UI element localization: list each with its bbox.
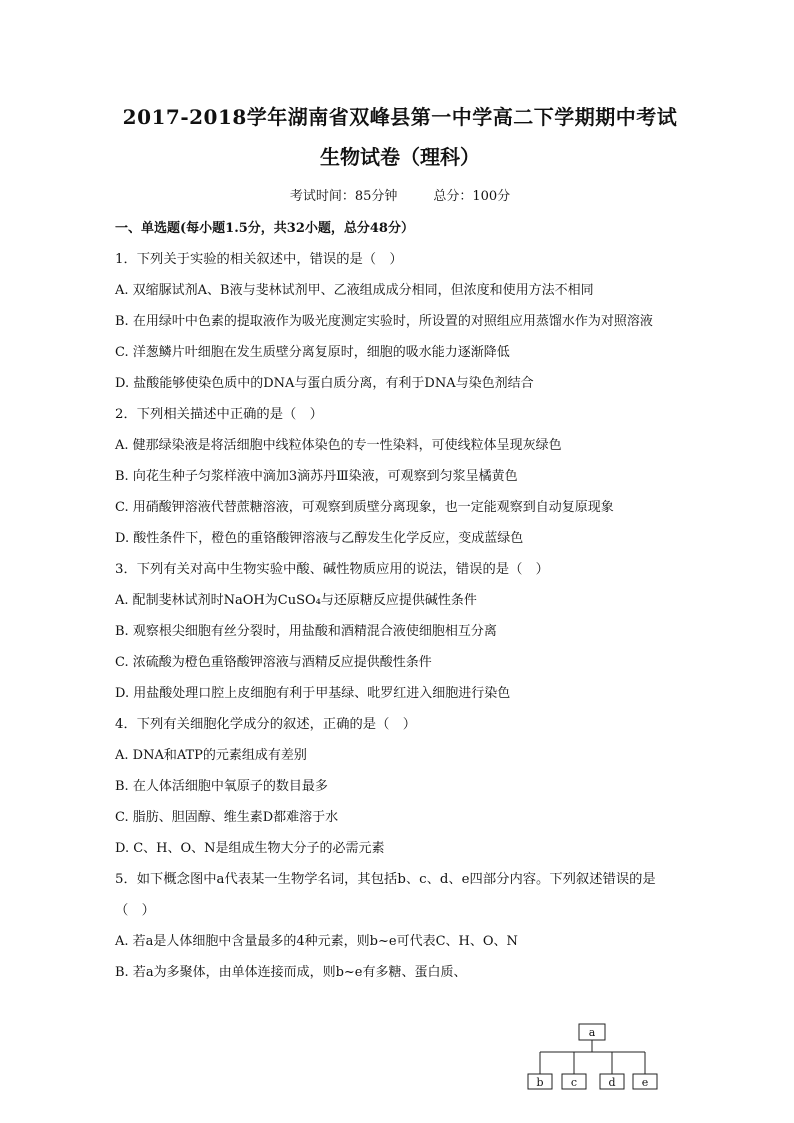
question-stem: 4．下列有关细胞化学成分的叙述，正确的是（ ） [115, 717, 416, 732]
option-d: D. 盐酸能够使染色质中的DNA与蛋白质分离，有利于DNA与染色剂结合 [115, 376, 534, 391]
total-score: 总分：100分 [433, 189, 511, 204]
option-b: B. 向花生种子匀浆样液中滴加3滴苏丹Ⅲ染液，可观察到匀浆呈橘黄色 [115, 469, 518, 484]
section-header: 一、单选题(每小题1.5分，共32小题，总分48分） [115, 221, 414, 236]
option-c: C. 浓硫酸为橙色重铬酸钾溶液与酒精反应提供酸性条件 [115, 655, 432, 670]
option-b: B. 若a为多聚体，由单体连接而成，则b~e有多糖、蛋白质、 [115, 965, 467, 980]
question-stem: 2．下列相关描述中正确的是（ ） [115, 407, 323, 422]
diagram-label-e: e [641, 1076, 649, 1089]
option-a: A. 若a是人体细胞中含量最多的4种元素，则b~e可代表C、H、O、N [115, 934, 518, 949]
diagram-label-c: c [570, 1076, 578, 1089]
option-c: C. 洋葱鳞片叶细胞在发生质壁分离复原时，细胞的吸水能力逐渐降低 [115, 345, 510, 360]
question-stem: 1．下列关于实验的相关叙述中，错误的是（ ） [115, 252, 403, 267]
option-b: B. 在用绿叶中色素的提取液作为吸光度测定实验时，所设置的对照组应用蒸馏水作为对照溶液 [115, 314, 653, 329]
option-b: B. 在人体活细胞中氧原子的数目最多 [115, 779, 328, 794]
option-d: D. C、H、O、N是组成生物大分子的必需元素 [115, 841, 385, 856]
option-c: C. 用硝酸钾溶液代替蔗糖溶液，可观察到质壁分离现象，也一定能观察到自动复原现象 [115, 500, 614, 515]
question-stem: 5．如下概念图中a代表某一生物学名词，其包括b、c、d、e四部分内容。下列叙述错误的是（ ） [115, 872, 656, 918]
exam-time: 考试时间：85分钟 [289, 189, 398, 204]
option-d: D. 用盐酸处理口腔上皮细胞有利于甲基绿、吡罗红进入细胞进行染色 [115, 686, 511, 701]
diagram-label-b: b [536, 1076, 544, 1089]
option-a: A. 双缩脲试剂A、B液与斐林试剂甲、乙液组成成分相同，但浓度和使用方法不相同 [115, 283, 594, 298]
diagram-label-d: d [608, 1076, 616, 1089]
exam-title-line1: 2017-2018学年湖南省双峰县第一中学高二下学期期中考试 [122, 105, 678, 129]
option-b: B. 观察根尖细胞有丝分裂时，用盐酸和酒精混合液使细胞相互分离 [115, 624, 497, 639]
option-a: A. 健那绿染液是将活细胞中线粒体染色的专一性染料，可使线粒体呈现灰绿色 [115, 438, 562, 453]
question-stem: 3．下列有关对高中生物实验中酸、碱性物质应用的说法，错误的是（ ） [115, 562, 549, 577]
option-a: A. 配制斐林试剂时NaOH为CuSO₄与还原糖反应提供碱性条件 [115, 593, 477, 608]
option-c: C. 脂肪、胆固醇、维生素D都难溶于水 [115, 810, 339, 825]
option-d: D. 酸性条件下，橙色的重铬酸钾溶液与乙醇发生化学反应，变成蓝绿色 [115, 531, 524, 546]
option-a: A. DNA和ATP的元素组成有差别 [115, 748, 307, 763]
diagram-label-a: a [588, 1026, 596, 1039]
exam-title-line2: 生物试卷（理科） [320, 145, 480, 169]
